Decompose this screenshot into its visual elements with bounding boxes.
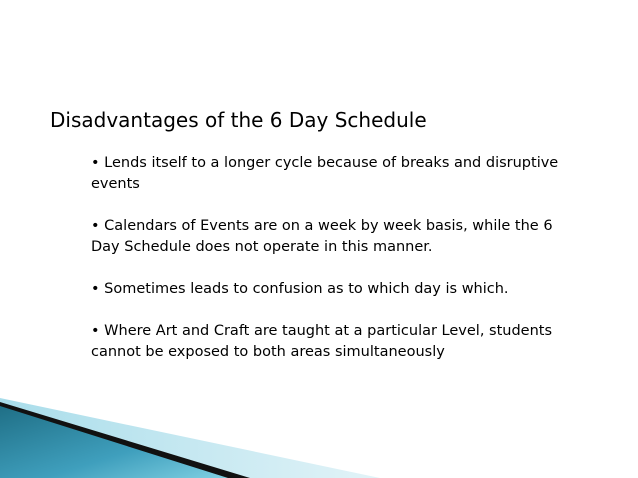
bullet-item: • Lends itself to a longer cycle because of breaks and disruptive events [91, 155, 559, 192]
bullet-item: • Sometimes leads to confusion as to which day is which. [91, 281, 509, 297]
slide-title: Disadvantages of the 6 Day Schedule [50, 108, 427, 132]
bullet-item: • Calendars of Events are on a week by week basis, while the 6 Day Schedule does not operate in this manner. [91, 218, 553, 255]
bullet-item: • Where Art and Craft are taught at a particular Level, students cannot be exposed to both areas simultaneously [91, 323, 553, 360]
swoosh-black-band [0, 402, 250, 478]
swoosh-light-band [0, 398, 380, 478]
bullet-list [91, 153, 571, 363]
swoosh-teal-band [0, 406, 228, 478]
